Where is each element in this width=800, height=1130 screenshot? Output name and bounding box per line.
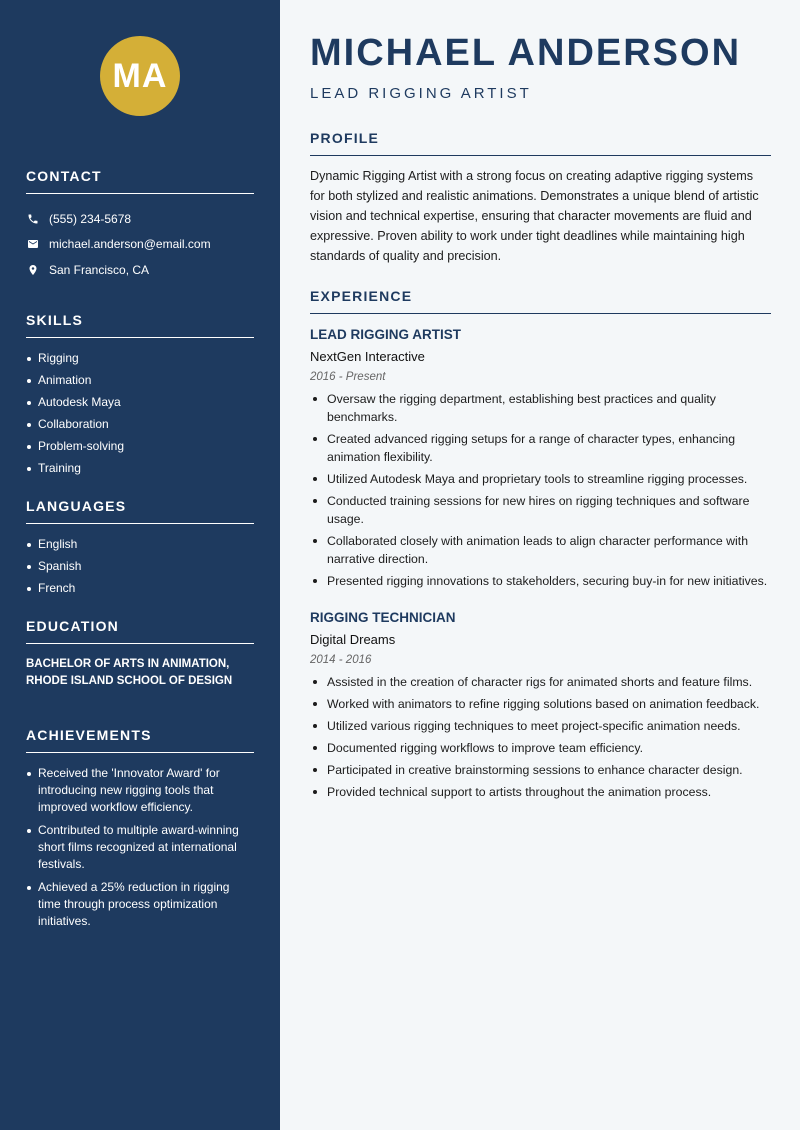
achievement-item: Achieved a 25% reduction in rigging time through process optimization initiatives.	[26, 879, 254, 930]
job-bullet: Conducted training sessions for new hires on rigging techniques and software usage.	[310, 492, 771, 528]
job-dates: 2016 - Present	[310, 371, 386, 383]
education-degree: BACHELOR OF ARTS IN ANIMATION, RHODE ISLAND SCHOOL OF DESIGN	[26, 657, 233, 687]
achievements-heading: ACHIEVEMENTS	[26, 727, 254, 753]
achievement-item: Received the 'Innovator Award' for introducing new rigging tools that improved workflow efficiency.	[26, 765, 254, 816]
job-bullet: Utilized various rigging techniques to meet project-specific animation needs.	[310, 717, 771, 735]
job-title: LEAD RIGGING ARTIST	[310, 327, 461, 342]
contact-section	[26, 168, 254, 283]
phone-text: (555) 234-5678	[49, 211, 132, 226]
contact-email	[26, 232, 254, 258]
skills-heading: SKILLS	[26, 312, 254, 338]
job-bullets	[310, 673, 771, 801]
job-bullet: Collaborated closely with animation leads to align character performance with narrative direction.	[310, 532, 771, 568]
location-text: San Francisco, CA	[49, 262, 150, 277]
job-company: NextGen Interactive	[310, 349, 425, 364]
job-company: Digital Dreams	[310, 632, 396, 647]
languages-list	[26, 536, 254, 597]
contact-location	[26, 257, 254, 283]
achievement-item: Contributed to multiple award-winning short films recognized at international festivals.	[26, 822, 254, 873]
education-heading: EDUCATION	[26, 618, 254, 644]
contact-heading: CONTACT	[26, 168, 254, 194]
job-title: RIGGING TECHNICIAN	[310, 610, 456, 625]
language-item: English	[26, 536, 254, 553]
job-bullet: Oversaw the rigging department, establishing best practices and quality benchmarks.	[310, 390, 771, 426]
job-entry	[310, 327, 771, 590]
job-bullet: Documented rigging workflows to improve team efficiency.	[310, 739, 771, 757]
job-bullet: Provided technical support to artists throughout the animation process.	[310, 783, 771, 801]
main-content	[280, 0, 800, 1130]
phone-icon	[26, 212, 40, 226]
skill-item: Training	[26, 460, 254, 477]
location-pin-icon	[26, 263, 40, 277]
skill-item: Collaboration	[26, 416, 254, 433]
languages-heading: LANGUAGES	[26, 498, 254, 524]
profile-section	[310, 130, 771, 266]
contact-phone	[26, 206, 254, 232]
job-bullet: Assisted in the creation of character rigs for animated shorts and feature films.	[310, 673, 771, 691]
job-bullets	[310, 390, 771, 590]
skills-section	[26, 312, 254, 477]
languages-section	[26, 498, 254, 597]
candidate-name: MICHAEL ANDERSON	[310, 32, 742, 74]
experience-heading: EXPERIENCE	[310, 288, 771, 314]
experience-section	[310, 288, 771, 801]
initials-avatar: MA	[100, 36, 180, 116]
language-item: Spanish	[26, 558, 254, 575]
achievements-section	[26, 727, 254, 930]
job-bullet: Worked with animators to refine rigging solutions based on animation feedback.	[310, 695, 771, 713]
skill-item: Problem-solving	[26, 438, 254, 455]
email-icon	[26, 237, 40, 251]
skill-item: Autodesk Maya	[26, 394, 254, 411]
candidate-title: LEAD RIGGING ARTIST	[310, 85, 532, 102]
skill-item: Animation	[26, 372, 254, 389]
job-bullet: Participated in creative brainstorming sessions to enhance character design.	[310, 761, 771, 779]
job-bullet: Presented rigging innovations to stakeholders, securing buy-in for new initiatives.	[310, 572, 771, 590]
education-section	[26, 618, 254, 690]
job-entry	[310, 610, 771, 801]
skill-item: Rigging	[26, 350, 254, 367]
sidebar	[0, 0, 280, 1130]
email-text: michael.anderson@email.com	[49, 237, 211, 252]
job-bullet: Utilized Autodesk Maya and proprietary tools to streamline rigging processes.	[310, 470, 771, 488]
achievements-list	[26, 765, 254, 930]
language-item: French	[26, 580, 254, 597]
skills-list	[26, 350, 254, 477]
profile-text: Dynamic Rigging Artist with a strong focus on creating adaptive rigging systems for both stylized and realistic animations. Demonstrates a unique blend of artistic vision and technical expertise, ensuring that character movements are fluid and expressive. Proven ability to work under tight deadlines while maintaining high standards of quality and precision.	[310, 169, 759, 263]
profile-heading: PROFILE	[310, 130, 771, 156]
job-dates: 2014 - 2016	[310, 654, 372, 666]
job-bullet: Created advanced rigging setups for a range of character types, enhancing animation flexibility.	[310, 430, 771, 466]
